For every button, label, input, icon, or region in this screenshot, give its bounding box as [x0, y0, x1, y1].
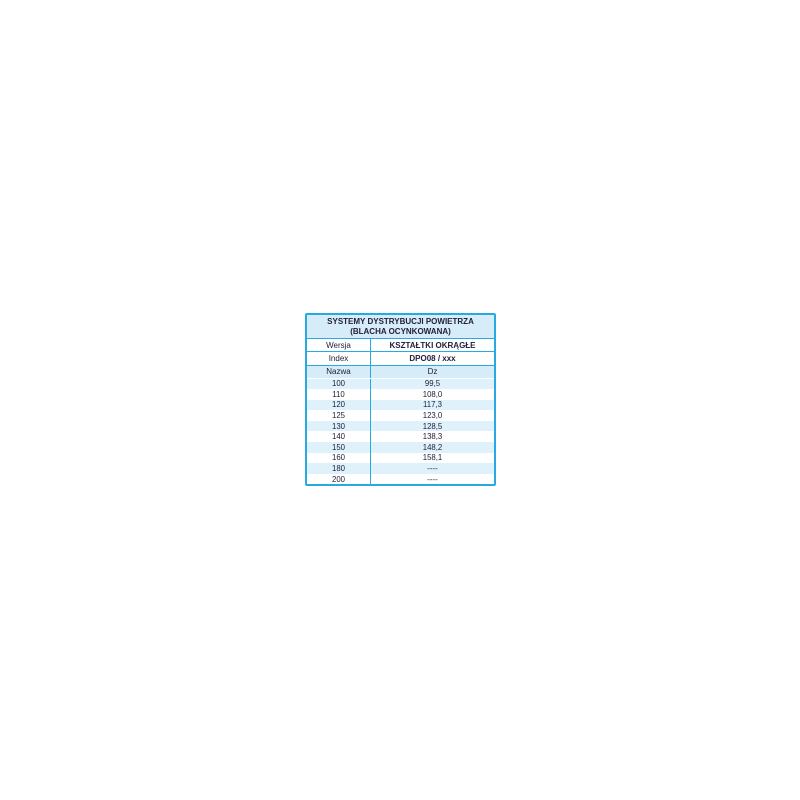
table-row: [307, 379, 494, 390]
cell-nazwa: 140: [331, 432, 345, 442]
table-row: [307, 463, 494, 474]
wersja-label: Wersja: [326, 340, 351, 350]
index-row: [307, 352, 494, 366]
table-row: [307, 389, 494, 400]
cell-dz: 108,0: [370, 389, 494, 400]
cell-dz: 123,0: [370, 410, 494, 421]
index-label: Index: [328, 354, 349, 363]
column-header-dz: Dz: [370, 366, 494, 378]
column-header-nazwa: Nazwa: [326, 367, 351, 377]
cell-dz: 158,1: [370, 453, 494, 464]
table-title-line2: (BLACHA OCYNKOWANA): [350, 326, 451, 336]
table-title: [307, 315, 494, 339]
cell-dz: 148,2: [370, 442, 494, 453]
table-row: [307, 421, 494, 432]
table-title-line1: SYSTEMY DYSTRYBUCJI POWIETRZA: [327, 317, 474, 326]
wersja-value: KSZTAŁTKI OKRĄGŁE: [370, 339, 494, 351]
cell-nazwa: 110: [332, 389, 345, 399]
table-row: [307, 453, 494, 464]
table-row: [307, 431, 494, 442]
index-value: DPO08 / xxx: [370, 352, 494, 365]
cell-nazwa: 120: [331, 400, 345, 410]
cell-nazwa: 100: [331, 379, 345, 389]
table-row: [307, 410, 494, 421]
wersja-row: [307, 339, 494, 352]
cell-dz: ----: [370, 463, 494, 474]
cell-nazwa: 200: [331, 474, 345, 484]
cell-nazwa: 130: [331, 421, 345, 431]
cell-nazwa: 150: [331, 442, 345, 452]
cell-nazwa: 125: [331, 411, 345, 421]
table-row: [307, 400, 494, 411]
cell-dz: 117,3: [370, 400, 494, 411]
cell-dz: 128,5: [370, 421, 494, 432]
column-header-row: [307, 366, 494, 379]
cell-dz: ----: [370, 474, 494, 485]
table-row: [307, 442, 494, 453]
data-rows: [307, 379, 494, 485]
cell-nazwa: 180: [331, 464, 345, 474]
cell-dz: 99,5: [370, 379, 494, 390]
cell-nazwa: 160: [331, 453, 345, 463]
cell-dz: 138,3: [370, 431, 494, 442]
table-row: [307, 474, 494, 485]
product-spec-table: [305, 313, 496, 486]
